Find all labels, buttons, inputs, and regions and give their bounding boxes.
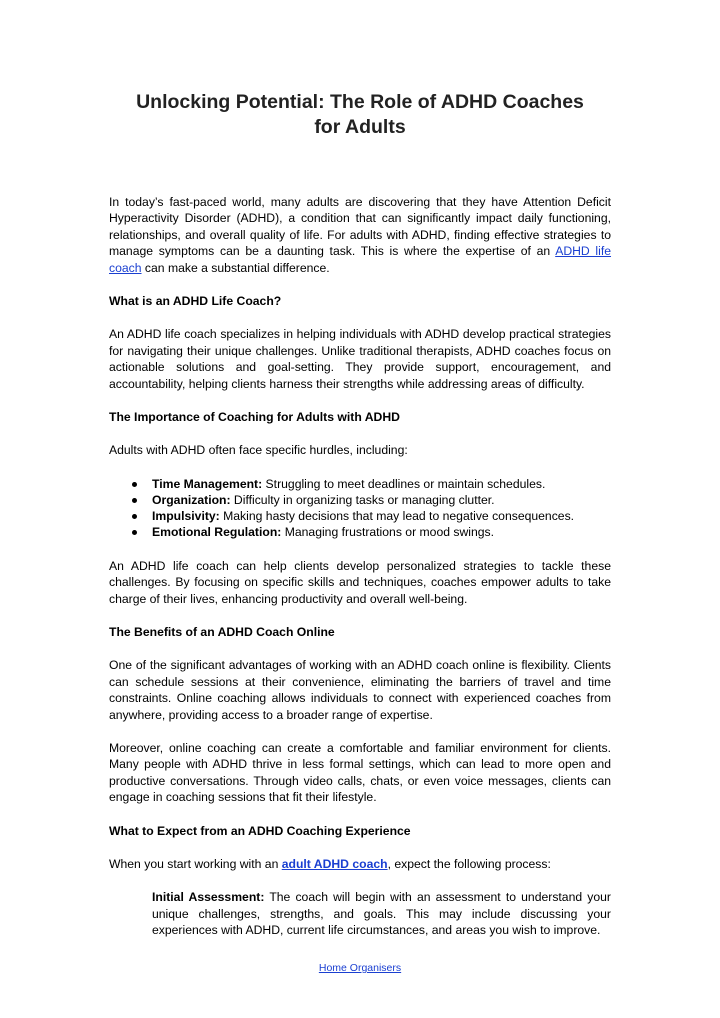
list-item bbox=[152, 508, 611, 524]
initial-assessment-text: The coach will begin with an assessment to understand your unique challenges, strengths, and goals. This may include discussing your experiences with ADHD, current life circumstances, and areas you wish to improve. bbox=[152, 890, 611, 938]
hurdles-list bbox=[109, 476, 611, 541]
section-paragraph-online-2: Moreover, online coaching can create a comfortable and familiar environment for clients. Many people with ADHD thrive in less formal settings, which can lead to more open and productive conversations. Through video calls, chats, or even voice messages, clients can engage in coaching sessions that fit their lifestyle. bbox=[109, 740, 611, 805]
footer bbox=[0, 962, 720, 974]
intro-paragraph bbox=[109, 194, 611, 276]
page-title: Unlocking Potential: The Role of ADHD Coaches for Adults bbox=[136, 91, 584, 138]
list-item-term: Time Management: bbox=[152, 476, 263, 491]
section-lead-hurdles: Adults with ADHD often face specific hurdles, including: bbox=[109, 443, 408, 458]
list-item bbox=[152, 492, 611, 508]
list-item-term: Organization: bbox=[152, 493, 231, 508]
section-lead-process bbox=[109, 856, 611, 872]
section-heading-importance: The Importance of Coaching for Adults with ADHD bbox=[109, 410, 400, 425]
initial-assessment-item bbox=[152, 889, 611, 938]
process-lead-end: , expect the following process: bbox=[387, 856, 551, 871]
list-item-text: Making hasty decisions that may lead to negative consequences. bbox=[219, 509, 575, 524]
intro-text-start: In today’s fast-paced world, many adults are discovering that they have Attention Deficit Hyperactivity Disorder (ADHD), a condition that can significantly impact daily functioning, relationships, and overall quality of life. For adults with ADHD, finding effective strategies to manage symptoms can be a daunting task. This is where the expertise of an bbox=[109, 195, 611, 259]
list-item-term: Emotional Regulation: bbox=[152, 525, 282, 540]
list-item-text: Struggling to meet deadlines or maintain schedules. bbox=[262, 476, 546, 491]
list-item bbox=[152, 476, 611, 492]
process-lead-start: When you start working with an bbox=[109, 856, 282, 871]
list-item-text: Difficulty in organizing tasks or managing clutter. bbox=[230, 493, 495, 508]
section-heading-life-coach: What is an ADHD Life Coach? bbox=[109, 294, 282, 309]
list-item-text: Managing frustrations or mood swings. bbox=[281, 525, 495, 540]
adhd-life-coach-link[interactable]: ADHD life coach bbox=[109, 244, 612, 275]
section-heading-online-benefits: The Benefits of an ADHD Coach Online bbox=[109, 624, 335, 639]
intro-text-end: can make a substantial difference. bbox=[141, 260, 330, 275]
section-paragraph-importance: An ADHD life coach can help clients develop personalized strategies to tackle these challenges. By focusing on specific skills and techniques, coaches empower adults to take charge of their lives, enhancing productivity and overall well-being. bbox=[109, 558, 611, 606]
initial-assessment-term: Initial Assessment: bbox=[152, 890, 265, 905]
list-item-term: Impulsivity: bbox=[152, 509, 220, 524]
adult-adhd-coach-link[interactable]: adult ADHD coach bbox=[281, 856, 388, 871]
home-organisers-link[interactable]: Home Organisers bbox=[318, 962, 402, 974]
list-item bbox=[152, 524, 611, 540]
section-heading-expectations: What to Expect from an ADHD Coaching Experience bbox=[109, 823, 411, 838]
section-paragraph-online-1: One of the significant advantages of working with an ADHD coach online is flexibility. Clients can schedule sessions at their convenience, eliminating the barriers of travel and time constraints. Online coaching allows individuals to connect with experienced coaches from anywhere, providing access to a broader range of expertise. bbox=[109, 658, 611, 722]
section-paragraph-life-coach: An ADHD life coach specializes in helping individuals with ADHD develop practical strategies for navigating their unique challenges. Unlike traditional therapists, ADHD coaches focus on actionable solutions and goal-setting. They provide support, encouragement, and accountability, helping clients harness their strengths while addressing areas of difficulty. bbox=[109, 327, 611, 391]
